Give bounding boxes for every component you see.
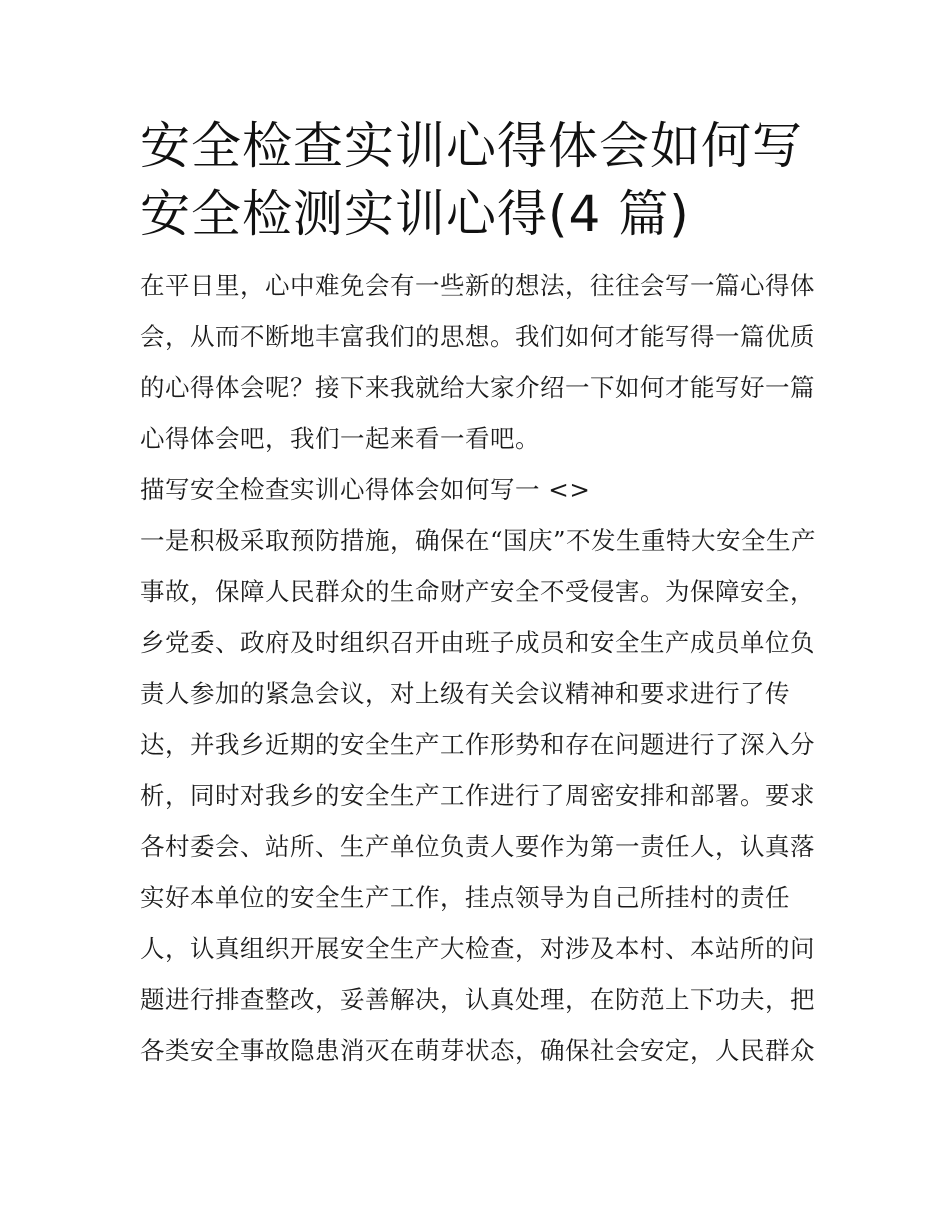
document-page	[140, 112, 820, 1076]
title-line-2: 安全检测实训心得(4 篇)	[140, 185, 690, 243]
section-heading: 描写安全检查实训心得体会如何写一 <>	[140, 475, 591, 504]
text-line: 一是积极采取预防措施，确保在“国庆”不发生重特大安全生产	[140, 526, 817, 555]
text-line: 各村委会、站所、生产单位负责人要作为第一责任人，认真落	[140, 832, 815, 861]
title-line-1: 安全检查实训心得体会如何写	[140, 117, 803, 175]
text-line: 析，同时对我乡的安全生产工作进行了周密安排和部署。要求	[140, 781, 815, 810]
text-line: 达，并我乡近期的安全生产工作形势和存在问题进行了深入分	[140, 730, 815, 759]
intro-paragraph	[140, 260, 820, 464]
text-line: 责人参加的紧急会议，对上级有关会议精神和要求进行了传	[140, 679, 790, 708]
document-title	[140, 112, 820, 248]
text-line: 会，从而不断地丰富我们的思想。我们如何才能写得一篇优质	[140, 322, 815, 351]
document-body	[140, 260, 820, 1076]
text-line: 心得体会吧，我们一起来看一看吧。	[140, 424, 540, 453]
text-line: 在平日里，心中难免会有一些新的想法，往往会写一篇心得体	[140, 271, 815, 300]
body-paragraph	[140, 515, 820, 1076]
text-line: 实好本单位的安全生产工作，挂点领导为自己所挂村的责任	[140, 883, 790, 912]
text-line: 的心得体会呢？接下来我就给大家介绍一下如何才能写好一篇	[140, 373, 815, 402]
text-line: 事故，保障人民群众的生命财产安全不受侵害。为保障安全，	[140, 577, 815, 606]
text-line: 乡党委、政府及时组织召开由班子成员和安全生产成员单位负	[140, 628, 815, 657]
text-line: 各类安全事故隐患消灭在萌芽状态，确保社会安定，人民群众	[140, 1036, 815, 1065]
text-line: 人，认真组织开展安全生产大检查，对涉及本村、本站所的问	[140, 934, 815, 963]
text-line: 题进行排查整改，妥善解决，认真处理，在防范上下功夫，把	[140, 985, 815, 1014]
